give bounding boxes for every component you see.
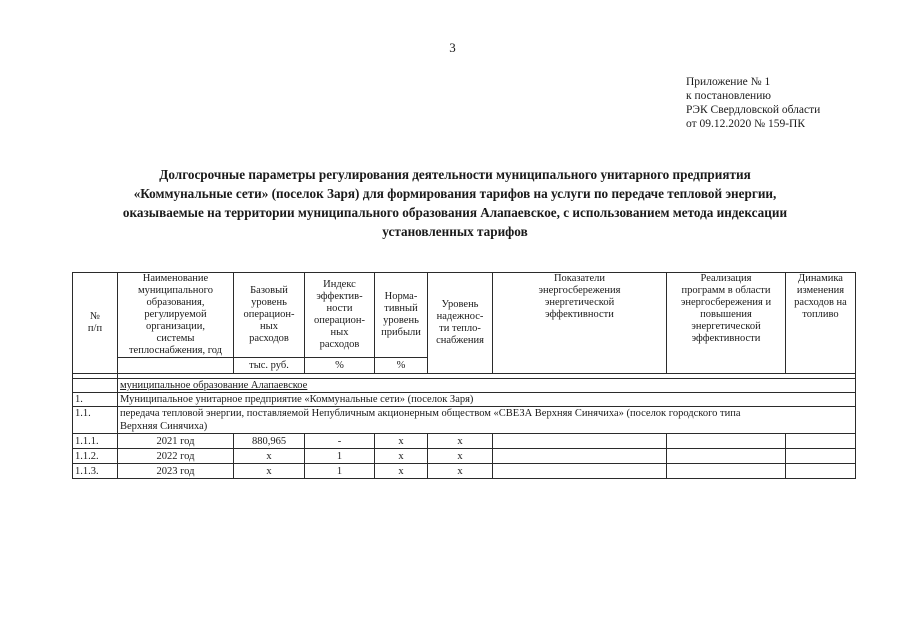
row-year: 2023 год — [118, 464, 234, 479]
header-energy-indicators: Показатели энергосбережения энергетической эффективности — [493, 273, 667, 374]
header-num: № п/п — [73, 273, 118, 374]
row-programs — [667, 434, 786, 449]
appendix-line: РЭК Свердловской области — [686, 104, 821, 116]
unit-profit: % — [375, 358, 428, 374]
document-title — [75, 165, 835, 241]
service-num: 1.1. — [73, 407, 118, 434]
appendix-line: от 09.12.2020 № 159-ПК — [686, 118, 806, 130]
header-profit-level: Норма- тивный уровень прибыли — [375, 273, 428, 358]
org-num: 1. — [73, 393, 118, 407]
row-profit: x — [375, 434, 428, 449]
municipality-row — [73, 379, 856, 393]
row-fuel — [786, 464, 856, 479]
header-row — [73, 273, 856, 358]
service-description — [118, 407, 856, 434]
row-programs — [667, 449, 786, 464]
row-energy — [493, 434, 667, 449]
page-number: 3 — [449, 40, 456, 55]
table-row — [73, 449, 856, 464]
header-name: Наименование муниципального образования, регулируемой организации, системы теплоснабжения, год — [118, 273, 234, 358]
header-reliability: Уровень надежнос- ти тепло- снабжения — [428, 273, 493, 374]
row-reliability: x — [428, 449, 493, 464]
service-line: передача тепловой энергии, поставляемой Непубличным акционерным обществом «СВЕЗА Верхняя Синячиха» (поселок городского типа — [120, 408, 741, 419]
appendix-line: к постановлению — [686, 90, 771, 102]
header-programs: Реализация программ в области энергосбережения и повышения энергетической эффективности — [667, 273, 786, 374]
org-row — [73, 393, 856, 407]
unit-base: тыс. руб. — [234, 358, 305, 374]
appendix-block — [686, 75, 820, 131]
unit-index: % — [305, 358, 375, 374]
service-line: Верхняя Синячиха) — [120, 421, 208, 432]
row-reliability: x — [428, 434, 493, 449]
table-row — [73, 434, 856, 449]
row-index: 1 — [305, 464, 375, 479]
row-index: - — [305, 434, 375, 449]
row-index: 1 — [305, 449, 375, 464]
service-row — [73, 407, 856, 434]
unit-name — [118, 358, 234, 374]
header-base-level: Базовый уровень операцион- ных расходов — [234, 273, 305, 358]
row-reliability: x — [428, 464, 493, 479]
title-line: «Коммунальные сети» (поселок Заря) для формирования тарифов на услуги по передаче тепловой энергии, — [133, 186, 777, 201]
title-line: установленных тарифов — [382, 224, 528, 239]
row-num: 1.1.1. — [73, 434, 118, 449]
row-num: 1.1.2. — [73, 449, 118, 464]
row-programs — [667, 464, 786, 479]
title-line: оказываемые на территории муниципального образования Алапаевское, с использованием метода индексации — [122, 205, 788, 220]
title-line: Долгосрочные параметры регулирования деятельности муниципального унитарного предприятия — [159, 167, 751, 182]
tariff-parameters-table — [72, 272, 856, 479]
row-base: x — [234, 464, 305, 479]
row-profit: x — [375, 464, 428, 479]
row-energy — [493, 449, 667, 464]
row-profit: x — [375, 449, 428, 464]
table-row — [73, 464, 856, 479]
row-year: 2021 год — [118, 434, 234, 449]
appendix-line: Приложение № 1 — [686, 76, 771, 88]
row-fuel — [786, 434, 856, 449]
row-energy — [493, 464, 667, 479]
municipality-label: муниципальное образование Алапаевское — [118, 379, 856, 393]
row-fuel — [786, 449, 856, 464]
row-base: x — [234, 449, 305, 464]
row-num: 1.1.3. — [73, 464, 118, 479]
header-efficiency-index: Индекс эффектив- ности операцион- ных расходов — [305, 273, 375, 358]
header-fuel-dynamics: Динамика изменения расходов на топливо — [786, 273, 856, 374]
row-year: 2022 год — [118, 449, 234, 464]
org-name: Муниципальное унитарное предприятие «Коммунальные сети» (поселок Заря) — [118, 393, 856, 407]
row-base: 880,965 — [234, 434, 305, 449]
